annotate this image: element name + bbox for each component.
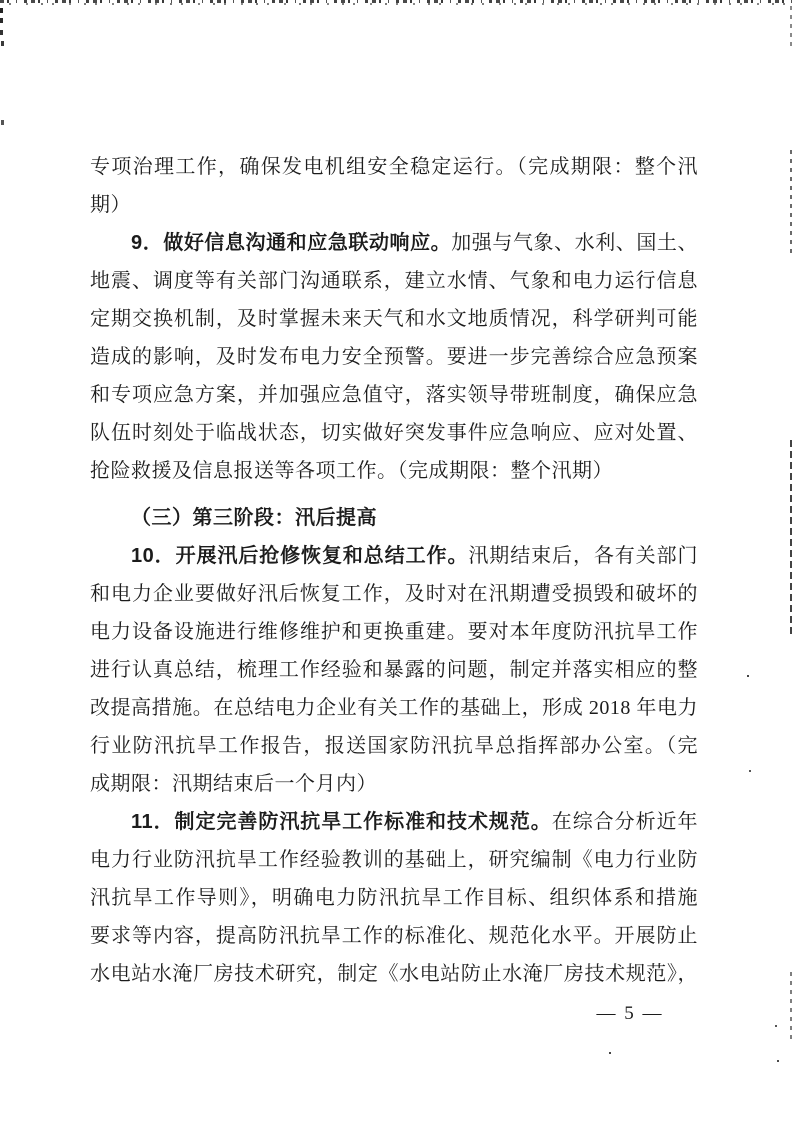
text-line	[90, 414, 698, 452]
text-line	[90, 651, 698, 689]
text-line	[90, 727, 698, 765]
text-line	[90, 376, 698, 414]
scan-noise-right-edge	[790, 440, 792, 635]
text-line	[90, 879, 698, 917]
text-line	[90, 841, 698, 879]
line-text: 汛抗旱工作导则》，明确电力防汛抗旱工作目标、组织体系和措施	[90, 887, 698, 909]
paragraph-11	[90, 803, 698, 993]
bold-lead-text: 10．开展汛后抢修恢复和总结工作。	[131, 545, 469, 567]
text-line	[90, 262, 698, 300]
line-text: 专项治理工作，确保发电机组安全稳定运行。（完成期限：整个汛	[90, 156, 698, 178]
text-line	[90, 689, 698, 727]
text-line	[90, 613, 698, 651]
line-text: 加强与气象、水利、国土、	[451, 232, 698, 254]
line-text: 成期限：汛期结束后一个月内）	[90, 773, 377, 795]
line-text: 抢险救援及信息报送等各项工作。（完成期限：整个汛期）	[90, 460, 613, 482]
scan-noise-top-band-2	[0, 3, 794, 5]
scan-noise-right-edge	[790, 972, 792, 1042]
text-line	[90, 765, 698, 803]
line-text: 队伍时刻处于临战状态，切实做好突发事件应急响应、应对处置、	[90, 422, 698, 444]
paragraph-8-continuation	[90, 148, 698, 224]
scan-noise-right-edge	[790, 6, 792, 50]
text-line	[90, 917, 698, 955]
bold-lead-text: 11．制定完善防汛抗旱工作标准和技术规范。	[131, 811, 552, 833]
line-text: 在综合分析近年	[551, 811, 698, 833]
line-text: 地震、调度等有关部门沟通联系，建立水情、气象和电力运行信息	[90, 270, 698, 292]
paragraph-9	[90, 224, 698, 490]
page-number: — 5 —	[596, 1003, 664, 1024]
text-line	[90, 452, 698, 490]
text-line	[90, 186, 698, 224]
scan-noise-left-edge	[0, 8, 3, 13]
text-line	[90, 575, 698, 613]
text-line	[90, 499, 698, 537]
line-text: 水电站水淹厂房技术研究，制定《水电站防止水淹厂房技术规范》，	[90, 963, 698, 985]
text-line	[90, 338, 698, 376]
section-heading-stage-3	[90, 499, 698, 537]
line-text: 进行认真总结，梳理工作经验和暴露的问题，制定并落实相应的整	[90, 659, 698, 681]
text-line	[90, 537, 698, 575]
line-text: 要求等内容，提高防汛抗旱工作的标准化、规范化水平。开展防止	[90, 925, 698, 947]
text-line	[90, 803, 698, 841]
line-text: 和专项应急方案，并加强应急值守，落实领导带班制度，确保应急	[90, 384, 698, 406]
scan-noise-speck	[747, 675, 749, 677]
line-text: 定期交换机制，及时掌握未来天气和水文地质情况，科学研判可能	[90, 308, 698, 330]
text-line	[90, 224, 698, 262]
line-text: 改提高措施。在总结电力企业有关工作的基础上，形成 2018 年电力	[90, 697, 698, 719]
line-text: 电力行业防汛抗旱工作经验教训的基础上，研究编制《电力行业防	[90, 849, 698, 871]
line-text: 和电力企业要做好汛后恢复工作，及时对在汛期遭受损毁和破坏的	[90, 583, 698, 605]
scan-noise-right-edge	[790, 150, 792, 254]
text-line	[90, 955, 698, 993]
line-text: 电力设备设施进行维修维护和更换重建。要对本年度防汛抗旱工作	[90, 621, 698, 643]
bold-lead-text: 9．做好信息沟通和应急联动响应。	[131, 232, 452, 254]
document-body	[90, 148, 698, 993]
text-line	[90, 300, 698, 338]
paragraph-10	[90, 537, 698, 803]
text-line	[90, 148, 698, 186]
line-text: 期）	[90, 194, 131, 216]
line-text: 汛期结束后，各有关部门	[468, 545, 698, 567]
bold-lead-text: （三）第三阶段：汛后提高	[131, 507, 377, 529]
line-text: 行业防汛抗旱工作报告，报送国家防汛抗旱总指挥部办公室。（完	[90, 735, 698, 757]
line-text: 造成的影响，及时发布电力安全预警。要进一步完善综合应急预案	[90, 346, 698, 368]
